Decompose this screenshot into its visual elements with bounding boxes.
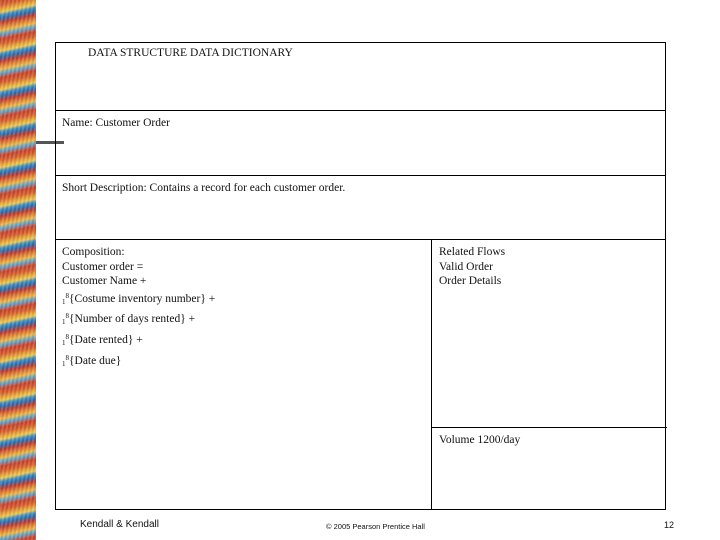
decorative-side-stripe (0, 0, 36, 540)
composition-line: $_1^8${Date rented} + (62, 332, 143, 347)
form-title: DATA STRUCTURE DATA DICTIONARY (88, 47, 293, 59)
composition-block (62, 245, 215, 371)
footer-author: Kendall & Kendall (80, 519, 159, 530)
related-flows-heading: Related Flows (439, 246, 506, 258)
composition-line: Customer order = (62, 260, 144, 273)
related-flows-block (439, 245, 505, 289)
related-flow-item: Valid Order (439, 260, 493, 273)
footer-copyright: © 2005 Pearson Prentice Hall (326, 522, 425, 531)
name-field: Name: Customer Order (62, 117, 170, 129)
iteration-upper: 8 (65, 291, 69, 300)
composition-line: $_1^8${Costume inventory number} + (62, 291, 216, 306)
column-divider (431, 240, 432, 510)
data-dictionary-form (55, 42, 666, 510)
related-flow-item: Order Details (439, 275, 502, 288)
title-row (56, 43, 665, 111)
description-row (56, 176, 665, 240)
composition-line: $_1^8${Number of days rented} + (62, 312, 196, 327)
composition-heading: Composition: (62, 246, 125, 258)
short-description-field: Short Description: Contains a record for each customer order. (62, 182, 346, 194)
composition-line: Customer Name + (62, 275, 147, 288)
iteration-lower: 1 (62, 297, 66, 306)
volume-divider (431, 427, 667, 428)
composition-line: $_1^8${Date due} (62, 353, 122, 368)
volume-field: Volume 1200/day (439, 434, 521, 446)
page-number: 12 (664, 520, 675, 530)
name-row (56, 111, 665, 176)
